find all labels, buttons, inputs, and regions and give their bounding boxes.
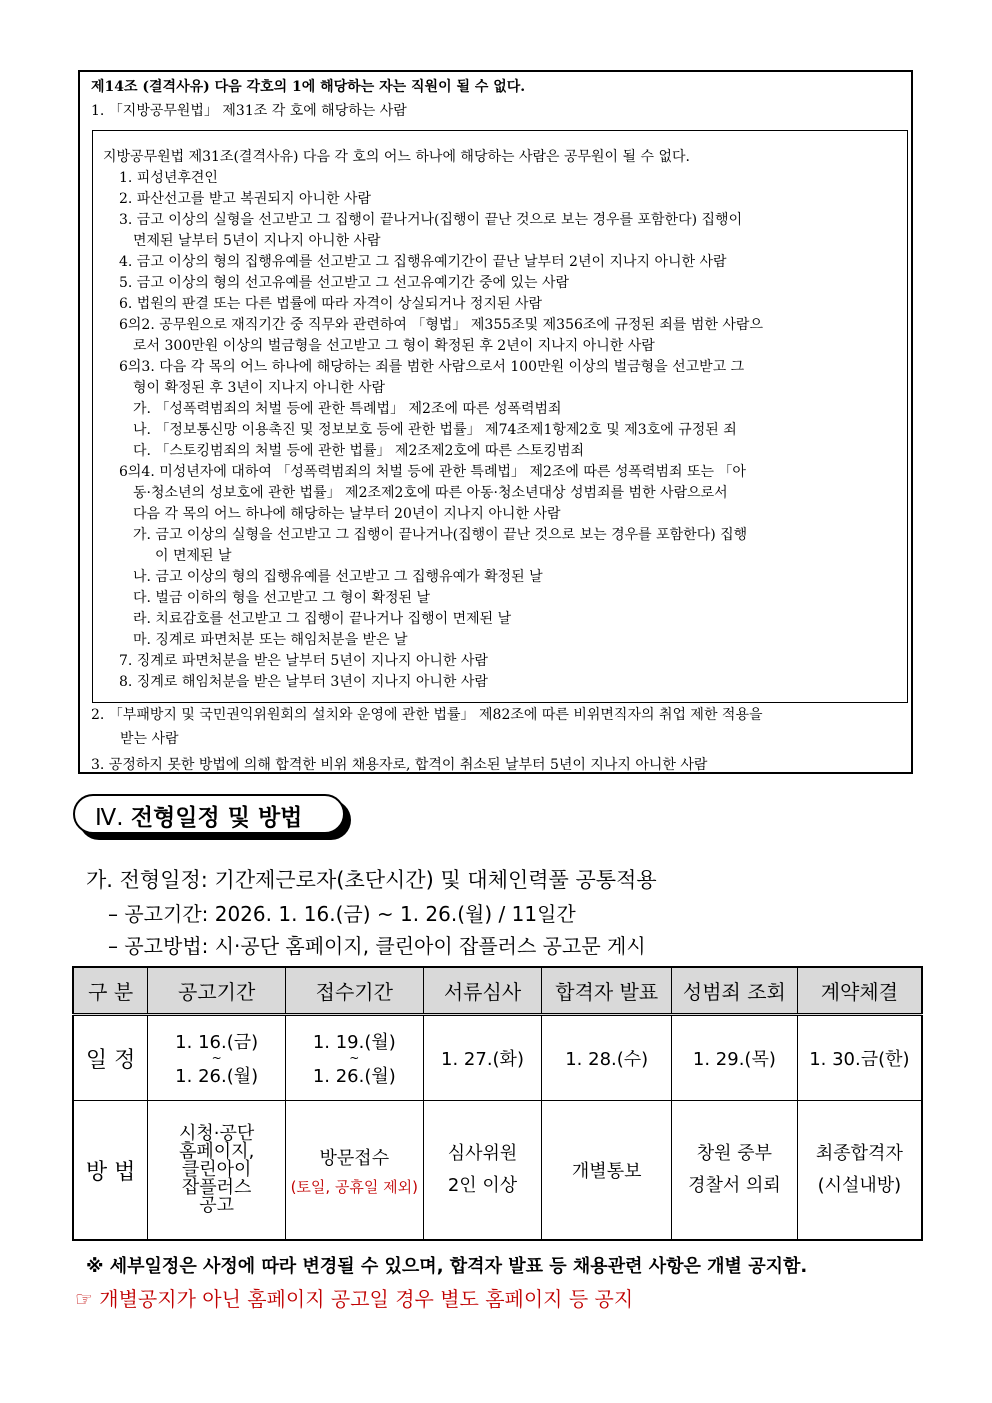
method-line: 방문접수 — [319, 1147, 390, 1169]
section-title: 전형일정 및 방법 — [130, 805, 303, 831]
notice-end: 1. 26.(월) — [175, 1066, 259, 1087]
cell-notice-method — [148, 1101, 286, 1241]
section-number: Ⅳ. — [95, 805, 124, 831]
excerpt-line: 2. 파산선고를 받고 복권되지 아니한 사람 — [119, 191, 371, 207]
table-row-method — [73, 1101, 922, 1241]
excerpt-line: 6의2. 공무원으로 재직기간 중 직무와 관련하여 「형법」 제355조및 제356조에 규정된 죄를 범한 사람으 — [119, 317, 763, 333]
schedule-table — [72, 966, 923, 1241]
excerpt-line: 7. 징계로 파면처분을 받은 날부터 5년이 지나지 아니한 사람 — [119, 653, 488, 669]
receipt-start: 1. 19.(월) — [312, 1032, 396, 1053]
header-contract: 계약체결 — [797, 967, 922, 1015]
row-label-method: 방 법 — [73, 1101, 148, 1241]
method-line: 시청·공단 — [179, 1123, 255, 1144]
excerpt-line: 라. 치료감호를 선고받고 그 집행이 끝나거나 집행이 면제된 날 — [133, 611, 512, 627]
excerpt-line: 6의4. 미성년자에 대하여 「성폭력범죄의 처벌 등에 관한 특례법」 제2조에 따른 성폭력범죄 또는 「아 — [119, 464, 746, 480]
table-header-row — [73, 967, 922, 1015]
method-line: 최종합격자 — [815, 1143, 903, 1164]
excerpt-line: 가. 「성폭력범죄의 처벌 등에 관한 특례법」 제2조에 따른 성폭력범죄 — [133, 401, 562, 417]
excerpt-line: 8. 징계로 해임처분을 받은 날부터 3년이 지나지 아니한 사람 — [119, 674, 488, 690]
header-receipt-period: 접수기간 — [285, 967, 423, 1015]
excerpt-line: 지방공무원법 제31조(결격사유) 다음 각 호의 어느 하나에 해당하는 사람은 공무원이 될 수 없다. — [103, 149, 690, 165]
range-tilde: ~ — [211, 1051, 222, 1065]
table-row-schedule — [73, 1015, 922, 1101]
header-crime-check: 성범죄 조회 — [672, 967, 798, 1015]
header-pass-announcement: 합격자 발표 — [542, 967, 672, 1015]
method-line: 창원 중부 — [696, 1143, 773, 1164]
header-document-review: 서류심사 — [423, 967, 542, 1015]
excerpt-line: 다음 각 목의 어느 하나에 해당하는 날부터 20년이 지나지 아니한 사람 — [133, 506, 561, 522]
excerpt-line: 이 면제된 날 — [155, 548, 232, 564]
method-line: (시설내방) — [817, 1175, 902, 1196]
article-14-item-2: 2. 「부패방지 및 국민권익위원회의 설치와 운영에 관한 법률」 제82조에 따른 비위면직자의 취업 제한 적용을 — [91, 707, 763, 723]
method-line: 공고 — [199, 1195, 235, 1216]
excerpt-line: 마. 징계로 파면처분 또는 해임처분을 받은 날 — [133, 632, 408, 648]
excerpt-line: 형이 확정된 후 3년이 지나지 아니한 사람 — [133, 380, 385, 396]
excerpt-line: 나. 「정보통신망 이용촉진 및 정보보호 등에 관한 법률」 제74조제1항제2호 및 제3호에 규정된 죄 — [133, 422, 737, 438]
cell-receipt-method — [285, 1101, 423, 1241]
excerpt-line: 1. 피성년후견인 — [119, 170, 218, 186]
schedule-heading: 가. 전형일정: 기간제근로자(초단시간) 및 대체인력풀 공통적용 — [86, 868, 657, 892]
section-title-badge — [73, 794, 351, 841]
method-line: 잡플러스 — [181, 1177, 252, 1198]
excerpt-line: 6의3. 다음 각 목의 어느 하나에 해당하는 죄를 범한 사람으로서 100만원 이상의 벌금형을 선고받고 그 — [119, 359, 745, 375]
header-category: 구 분 — [73, 967, 148, 1015]
article-14-item-3: 3. 공정하지 못한 방법에 의해 합격한 비위 채용자로, 합격이 취소된 날부터 5년이 지나지 아니한 사람 — [91, 757, 708, 773]
receipt-end: 1. 26.(월) — [312, 1066, 396, 1087]
excerpt-line: 3. 금고 이상의 실형을 선고받고 그 집행이 끝나거나(집행이 끝난 것으로 보는 경우를 포함한다) 집행이 — [119, 212, 743, 228]
cell-contract-method — [797, 1101, 922, 1241]
notice-period: – 공고기간: 2026. 1. 16.(금) ~ 1. 26.(월) / 11일간 — [108, 902, 576, 926]
cell-receipt-dates — [285, 1015, 423, 1101]
cell-review-date: 1. 27.(화) — [423, 1015, 542, 1101]
excerpt-line: 4. 금고 이상의 형의 집행유예를 선고받고 그 집행유예기간이 끝난 날부터 2년이 지나지 아니한 사람 — [119, 254, 727, 270]
method-line: 심사위원 — [447, 1143, 518, 1164]
notice-start: 1. 16.(금) — [175, 1032, 259, 1053]
cell-crime-check-date: 1. 29.(목) — [672, 1015, 798, 1101]
article-14-item-1: 1. 「지방공무원법」 제31조 각 호에 해당하는 사람 — [91, 103, 407, 119]
method-line: 2인 이상 — [447, 1175, 518, 1196]
excerpt-line: 나. 금고 이상의 형의 집행유예를 선고받고 그 집행유예가 확정된 날 — [133, 569, 543, 585]
article-14-heading: 제14조 (결격사유) 다음 각호의 1에 해당하는 자는 직원이 될 수 없다. — [91, 79, 526, 95]
cell-review-method — [423, 1101, 542, 1241]
range-tilde: ~ — [349, 1051, 360, 1065]
schedule-footnote: ※ 세부일정은 사정에 따라 변경될 수 있으며, 합격자 발표 등 채용관련 사항은 개별 공지함. — [86, 1256, 808, 1277]
method-line: 클린아이 — [181, 1159, 252, 1180]
article-14-item-2-cont: 받는 사람 — [120, 731, 179, 747]
excerpt-line: 5. 금고 이상의 형의 선고유예를 선고받고 그 선고유예기간 중에 있는 사람 — [119, 275, 570, 291]
notice-method: – 공고방법: 시·공단 홈페이지, 클린아이 잡플러스 공고문 게시 — [108, 934, 646, 958]
homepage-notice: ☞ 개별공지가 아닌 홈페이지 공고일 경우 별도 홈페이지 등 공지 — [75, 1287, 634, 1311]
excerpt-line: 6. 법원의 판결 또는 다른 법률에 따라 자격이 상실되거나 정지된 사람 — [119, 296, 543, 312]
excerpt-line: 가. 금고 이상의 실형을 선고받고 그 집행이 끝나거나(집행이 끝난 것으로 보는 경우를 포함한다) 집행 — [133, 527, 748, 543]
civil-servant-law-excerpt — [92, 130, 908, 703]
excerpt-line: 다. 「스토킹범죄의 처벌 등에 관한 법률」 제2조제2호에 따른 스토킹범죄 — [133, 443, 585, 459]
cell-announce-date: 1. 28.(수) — [542, 1015, 672, 1101]
header-notice-period: 공고기간 — [148, 967, 286, 1015]
excerpt-line: 면제된 날부터 5년이 지나지 아니한 사람 — [133, 233, 381, 249]
receipt-exclusion-note: (토일, 공휴일 제외) — [290, 1177, 419, 1196]
excerpt-line: 동·청소년의 성보호에 관한 법률」 제2조제2호에 따른 아동·청소년대상 성범죄를 범한 사람으로서 — [133, 485, 728, 501]
excerpt-line: 다. 벌금 이하의 형을 선고받고 그 형이 확정된 날 — [133, 590, 431, 606]
excerpt-line: 로서 300만원 이상의 벌금형을 선고받고 그 형이 확정된 후 2년이 지나지 아니한 사람 — [133, 338, 655, 354]
cell-notice-dates — [148, 1015, 286, 1101]
method-line: 홈페이지, — [179, 1141, 255, 1162]
cell-crime-check-method — [672, 1101, 798, 1241]
method-line: 경찰서 의뢰 — [688, 1175, 781, 1196]
disqualification-box — [78, 70, 913, 774]
row-label-schedule: 일 정 — [73, 1015, 148, 1101]
cell-announce-method: 개별통보 — [542, 1101, 672, 1241]
cell-contract-date: 1. 30.금(한) — [797, 1015, 922, 1101]
